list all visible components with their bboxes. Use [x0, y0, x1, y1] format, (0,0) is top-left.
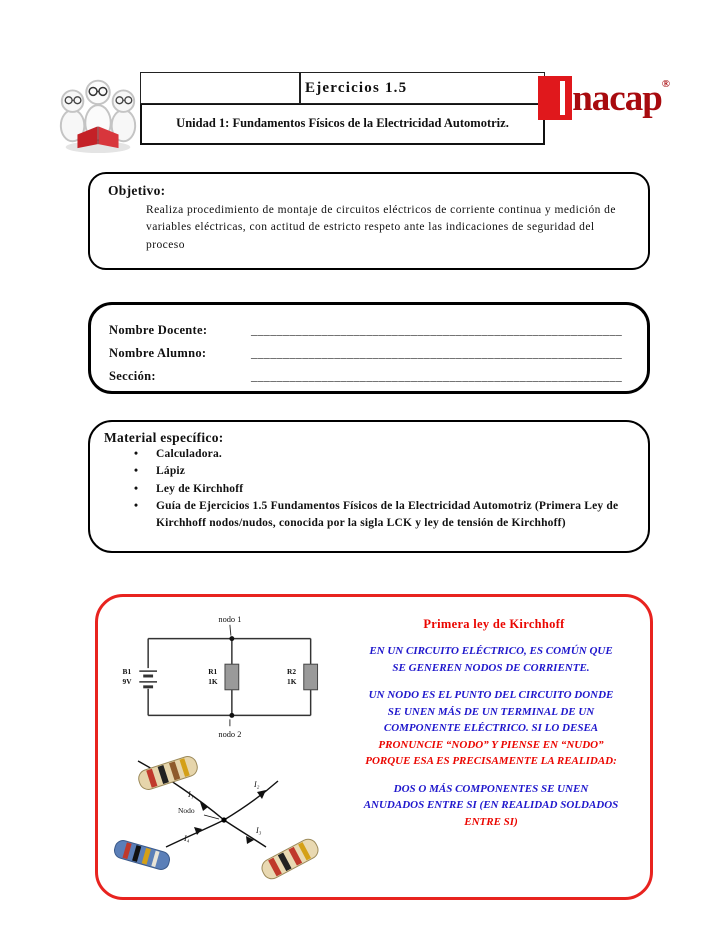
kirchhoff-line: COMPONENTE ELÉCTRICO. SI LO DESEA — [383, 722, 599, 734]
objetivo-text: Realiza procedimiento de montaje de circuitos eléctricos de corriente continua y medición de variables eléctricas, con actitud de estricto respeto ante las indicaciones de seguridad del proceso — [146, 204, 616, 251]
resistor-photo-right — [259, 836, 321, 882]
kirchhoff-line: ANUDADOS ENTRE SI (EN REALIDAD SOLDADOS — [363, 799, 619, 811]
kirchhoff-paragraph — [340, 643, 642, 676]
inacap-logo — [538, 76, 670, 120]
inacap-logo-text: nacap — [572, 77, 662, 119]
kirchhoff-line: PORQUE ESA ES PRECISAMENTE LA REALIDAD: — [365, 755, 617, 767]
name-section-box — [88, 302, 650, 394]
subtitle-row — [140, 103, 545, 145]
resistor-photo-wrap — [104, 743, 344, 898]
resistor-r1-symbol — [225, 664, 239, 690]
kirchhoff-line: ENTRE SI) — [464, 815, 518, 828]
resistor-photo-left — [113, 839, 172, 872]
material-item-text: Guía de Ejercicios 1.5 Fundamentos Físicos de la Electricidad Automotriz (Primera Ley de Kirchhoff nodos/nudos, conocida por la sigla LCK y ley de tensión de Kirchhoff) — [156, 499, 619, 529]
circuit-diagram-wrap — [112, 611, 334, 746]
r1-value-label: 1K — [208, 676, 218, 686]
clipart-figures-reading — [54, 66, 142, 154]
page-title: Ejercicios 1.5 — [305, 79, 408, 96]
r1-name-label: R1 — [208, 667, 218, 677]
kirchhoff-paragraph — [340, 781, 642, 831]
kirchhoff-line: PRONUNCIE “NODO” Y PIENSE EN “NUDO” — [378, 738, 604, 751]
node-junction-dot — [221, 817, 226, 822]
objetivo-box — [88, 172, 650, 270]
nodo-label: Nodo — [178, 806, 195, 815]
material-item-text: Lápiz — [156, 465, 186, 478]
form-field-label: Sección: — [109, 369, 156, 383]
current-i1-label: I₁ — [188, 790, 194, 799]
kirchhoff-line: DOS O MÁS COMPONENTES SE UNEN — [393, 782, 589, 795]
kirchhoff-line: UN NODO ES EL PUNTO DEL CIRCUITO DONDE — [368, 689, 614, 701]
form-row — [109, 342, 629, 364]
battery-voltage-label: 9V — [122, 676, 132, 686]
kirchhoff-text — [340, 643, 642, 841]
current-i4-label: I₄ — [184, 834, 190, 843]
resistor-r2-symbol — [304, 664, 318, 690]
r2-name-label: R2 — [287, 667, 297, 677]
circuit-diagram — [112, 611, 334, 741]
material-item — [104, 463, 634, 480]
bullet-icon: • — [134, 448, 139, 460]
node1-label: nodo 1 — [218, 614, 242, 624]
bullet-icon: • — [134, 499, 139, 512]
table-cell-divider — [299, 73, 301, 103]
material-list — [104, 446, 634, 532]
bullet-icon: • — [134, 465, 139, 478]
fill-in-line: __________________________________________________________ — [251, 323, 623, 337]
material-item — [104, 481, 634, 498]
node2-label: nodo 2 — [218, 730, 242, 740]
r2-value-label: 1K — [287, 676, 297, 686]
resistor-photo-top — [136, 754, 199, 792]
battery-name-label: B1 — [122, 667, 132, 677]
material-label: Material específico: — [104, 430, 224, 445]
kirchhoff-box — [95, 594, 653, 900]
kirchhoff-line: EN UN CIRCUITO ELÉCTRICO, ES COMÚN QUE — [369, 645, 613, 657]
current-i3-label: I₃ — [256, 826, 262, 835]
form-field-label: Nombre Alumno: — [109, 346, 207, 360]
form-field-label: Nombre Docente: — [109, 323, 208, 337]
material-box — [88, 420, 650, 553]
fill-in-line: __________________________________________________________ — [251, 346, 623, 360]
resistor-node-photo — [104, 743, 344, 893]
page-subtitle: Unidad 1: Fundamentos Físicos de la Electricidad Automotriz. — [176, 115, 509, 130]
battery-symbol — [139, 671, 157, 687]
form-row — [109, 365, 629, 387]
objetivo-label: Objetivo: — [108, 183, 166, 198]
kirchhoff-line: SE GENEREN NODOS DE CORRIENTE. — [392, 661, 590, 674]
node1-dot — [229, 636, 234, 641]
kirchhoff-line: SE UNEN MÁS DE UN TERMINAL DE UN — [387, 705, 595, 718]
bullet-icon: • — [134, 482, 139, 495]
current-i2-label: I₂ — [254, 780, 260, 789]
inacap-logo-mark — [538, 76, 572, 120]
fill-in-line: __________________________________________________________ — [251, 369, 623, 383]
material-item — [104, 498, 634, 533]
material-item — [104, 446, 634, 463]
form-row — [109, 319, 629, 341]
registered-trademark-icon: ® — [661, 78, 670, 90]
material-item-text: Calculadora. — [156, 448, 222, 460]
material-item-text: Ley de Kirchhoff — [156, 482, 244, 495]
header-title-table — [140, 72, 545, 145]
title-row — [140, 72, 545, 104]
page-header — [50, 66, 670, 158]
kirchhoff-paragraph — [340, 687, 642, 770]
kirchhoff-title: Primera ley de Kirchhoff — [423, 617, 565, 631]
form-rows — [109, 319, 629, 387]
node2-dot — [229, 713, 234, 718]
